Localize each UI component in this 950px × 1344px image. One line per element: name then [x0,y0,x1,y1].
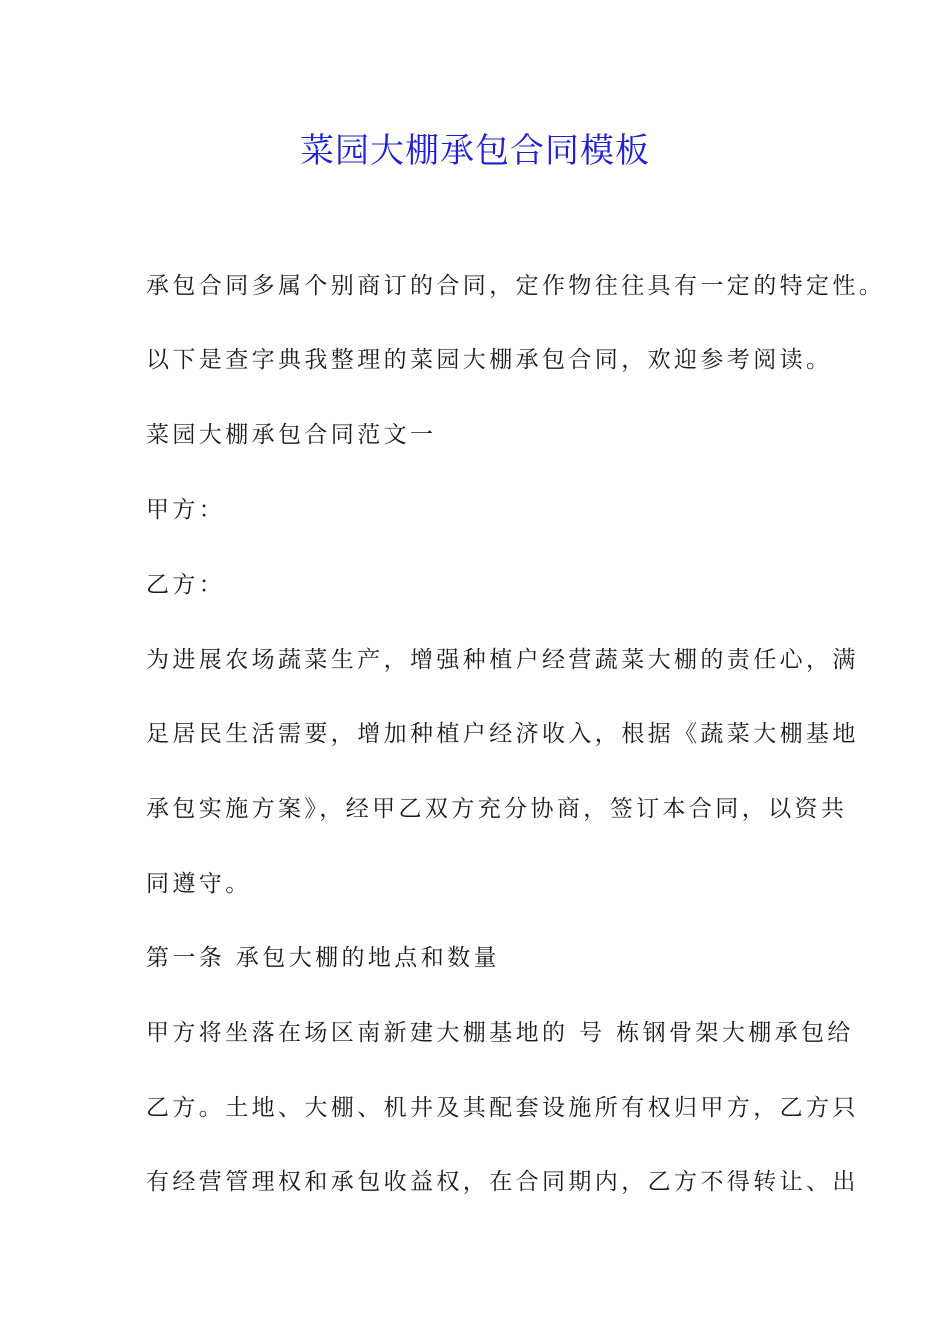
paragraph-line: 承包实施方案》，经甲乙双方充分协商，签订本合同，以资共 [146,796,848,822]
document-title: 菜园大棚承包合同模板 [300,131,650,171]
party-b-label: 乙方： [146,572,226,598]
paragraph-line: 同遵守。 [146,871,252,897]
section-heading: 菜园大棚承包合同范文一 [146,422,437,448]
intro-line-2: 以下是查字典我整理的菜园大棚承包合同，欢迎参考阅读。 [146,347,833,373]
paragraph-line: 乙方。土地、大棚、机井及其配套设施所有权归甲方，乙方只 [146,1095,859,1121]
party-a-label: 甲方： [146,497,226,523]
paragraph-line: 为进展农场蔬菜生产，增强种植户经营蔬菜大棚的责任心，满 [146,647,859,673]
article-heading: 第一条 承包大棚的地点和数量 [146,945,500,971]
intro-line-1: 承包合同多属个别商订的合同，定作物往往具有一定的特定性。 [146,273,886,299]
paragraph-line: 足居民生活需要，增加种植户经济收入，根据《蔬菜大棚基地 [146,721,859,747]
paragraph-line: 甲方将坐落在场区南新建大棚基地的 号 栋钢骨架大棚承包给 [146,1020,854,1046]
paragraph-line: 有经营管理权和承包收益权，在合同期内，乙方不得转让、出 [146,1169,859,1195]
